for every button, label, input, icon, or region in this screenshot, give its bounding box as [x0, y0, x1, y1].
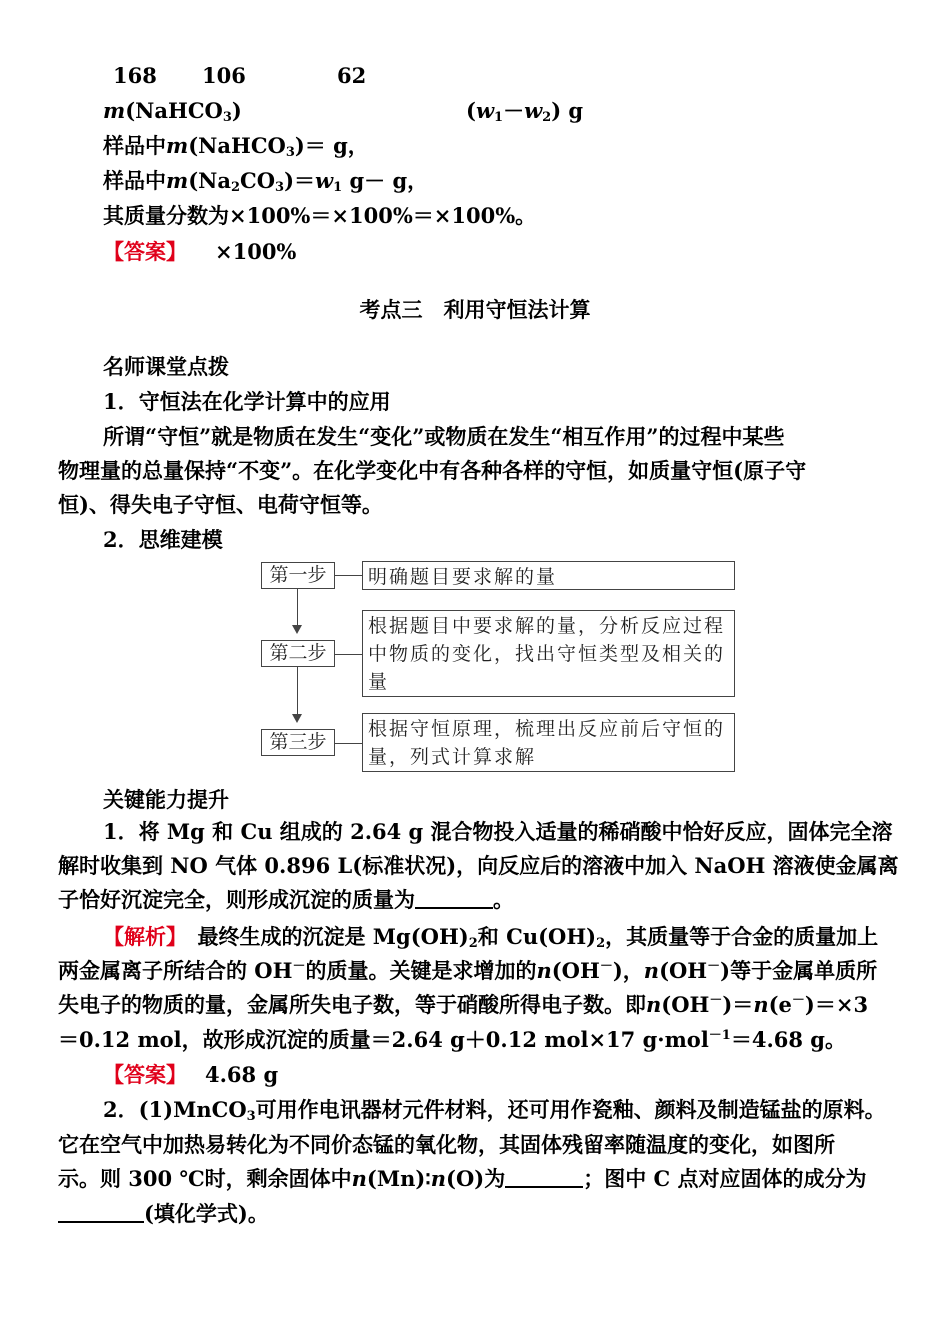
question-2-line: 它在空气中加热易转化为不同价态锰的氧化物，其固体残留率随温度的变化，如图所 — [58, 1132, 835, 1157]
step-3-box: 根据守恒原理，梳理出反应前后守恒的量，列式计算求解 — [362, 713, 735, 772]
coefficient-168: 168 — [113, 63, 157, 88]
analysis-line: 两金属离子所结合的 OH－的质量。关键是求增加的n(OH－)，n(OH－)等于金属单质所 — [58, 958, 878, 983]
point1-title: 1．守恒法在化学计算中的应用 — [103, 389, 391, 414]
down-arrow-icon — [292, 625, 302, 634]
w-difference-expression: $(w_1-w_2)$ g — [466, 98, 584, 125]
sample-nahco3-line: 样品中m(NaHCO$_3$)＝ g， — [103, 133, 369, 160]
question-1-line: 1．将 Mg 和 Cu 组成的 2.64 g 混合物投入适量的稀硝酸中恰好反应，固体完全溶 — [103, 819, 893, 844]
question-1-line: 子恰好沉淀完全，则形成沉淀的质量为 。 — [58, 887, 514, 912]
m-nahco3-label: m(NaHCO$_3$) — [103, 98, 242, 125]
step-1-label: 第一步 — [261, 562, 335, 589]
question-2-line: 示。则 300 ℃时，剩余固体中n(Mn)∶n(O)为 ；图中 C 点对应固体的成分为 — [58, 1166, 867, 1191]
step-2-connector — [335, 654, 362, 655]
coefficient-62: 62 — [337, 63, 367, 88]
answer-line-1 — [103, 238, 296, 266]
analysis-tag: 【解析】 — [103, 924, 177, 949]
mass-fraction-line: 其质量分数为×100%＝×100%＝×100%。 — [103, 203, 537, 228]
point1-paragraph-line: 所谓“守恒”就是物质在发生“变化”或物质在发生“相互作用”的过程中某些 — [103, 424, 785, 449]
question-1-line: 解时收集到 NO 气体 0.896 L(标准状况)，向反应后的溶液中加入 NaOH 溶液使金属离 — [58, 853, 899, 878]
down-arrow-icon — [292, 714, 302, 723]
analysis-line: 失电子的物质的量，金属所失电子数，等于硝酸所得电子数。即n(OH－)＝n(e－)＝×3 — [58, 992, 869, 1017]
arrow-2-line — [297, 667, 298, 714]
analysis-line: ＝0.12 mol，故形成沉淀的质量＝2.64 g＋0.12 mol×17 g·mol$^{-1}$＝4.68 g。 — [58, 1027, 846, 1052]
question-2-line: 2．(1)MnCO$_3$可用作电讯器材元件材料，还可用作瓷釉、颜料及制造锰盐的原料。 — [103, 1097, 886, 1124]
step-3-connector — [335, 743, 362, 744]
step-2-label: 第二步 — [261, 640, 335, 667]
step-1-connector — [335, 575, 362, 576]
answer-value: 4.68 g — [205, 1062, 279, 1087]
step-3-label: 第三步 — [261, 729, 335, 756]
answer-value: ×100% — [215, 239, 297, 264]
answer-blank — [58, 1201, 144, 1223]
point1-paragraph-line: 恒)、得失电子守恒、电荷守恒等。 — [58, 492, 383, 517]
answer-tag: 【答案】 — [103, 239, 187, 264]
answer-blank — [505, 1166, 583, 1188]
step-2-box: 根据题目中要求解的量，分析反应过程中物质的变化，找出守恒类型及相关的量 — [362, 610, 735, 697]
sample-na2co3-line: 样品中$m(Na_2CO_3)=w_1$ g－ g， — [103, 168, 429, 195]
point2-title: 2．思维建模 — [103, 527, 223, 552]
question-2-line: (填化学式)。 — [58, 1200, 269, 1228]
step-1-box: 明确题目要求解的量 — [362, 561, 735, 590]
teacher-tips-heading: 名师课堂点拨 — [103, 354, 229, 379]
point1-paragraph-line: 物理量的总量保持“不变”。在化学变化中有各种各样的守恒，如质量守恒(原子守 — [58, 458, 807, 483]
key-ability-heading: 关键能力提升 — [103, 787, 229, 812]
section-title: 考点三 利用守恒法计算 — [359, 297, 591, 322]
analysis-line: 【解析】 最终生成的沉淀是 $Mg(OH)_2$和 $Cu(OH)_2$，其质量等于合金的质量加上 — [103, 924, 879, 951]
arrow-1-line — [297, 589, 298, 625]
answer-line-2 — [103, 1061, 278, 1089]
coefficient-106: 106 — [202, 63, 246, 88]
answer-blank — [415, 887, 493, 909]
answer-tag: 【答案】 — [103, 1062, 187, 1087]
